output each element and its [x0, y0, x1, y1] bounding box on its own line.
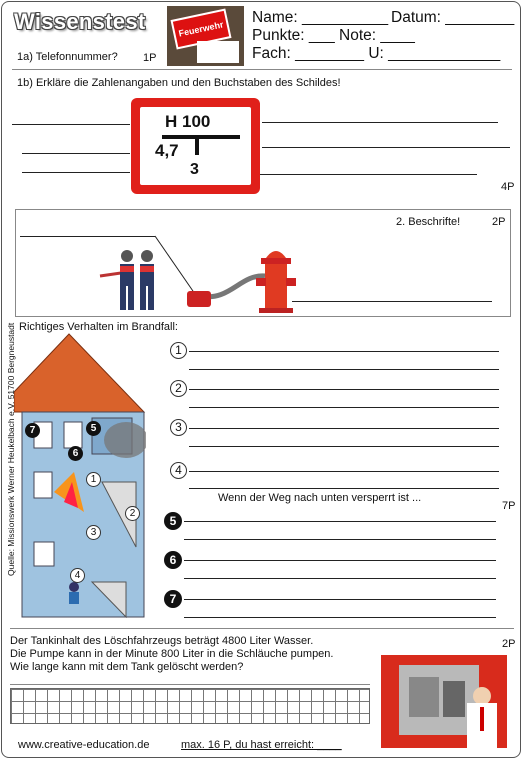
- answer-number-4: 4: [170, 462, 187, 479]
- answer-line: [184, 617, 496, 618]
- answer-line: [189, 428, 499, 429]
- firefighters-pump-illustration: [80, 234, 300, 314]
- answer-line: [189, 389, 499, 390]
- task-1a-points: 1P: [143, 52, 157, 64]
- answer-line: [22, 172, 130, 173]
- answer-number-6: 6: [164, 551, 182, 569]
- divider: [10, 684, 370, 685]
- fire-truck-photo: [381, 655, 507, 748]
- image-label-1: 1: [86, 472, 101, 487]
- image-source-credit: Quelle: Missionswerk Werner Heukelbach e.V. 51700 Bergneustadt: [6, 322, 16, 576]
- answer-number-5: 5: [164, 512, 182, 530]
- answer-number-7: 7: [164, 590, 182, 608]
- answer-line: [184, 521, 496, 522]
- divider: [12, 69, 512, 70]
- answer-line: [22, 153, 130, 154]
- answer-line: [184, 599, 496, 600]
- punkte-note-field[interactable]: Punkte: ___ Note: ____: [252, 27, 415, 44]
- answer-number-2: 2: [170, 380, 187, 397]
- image-label-3: 3: [86, 525, 101, 540]
- answer-line: [184, 578, 496, 579]
- answer-line: [189, 471, 499, 472]
- task-2-text: 2. Beschrifte!: [396, 216, 461, 228]
- sign-top-value: H 100: [165, 112, 211, 131]
- footer-url[interactable]: www.creative-education.de: [18, 739, 150, 751]
- answer-number-3: 3: [170, 419, 187, 436]
- divider: [10, 628, 514, 629]
- image-label-7: 7: [25, 423, 40, 438]
- answer-line: [189, 488, 499, 489]
- hydrant-sign: [131, 98, 260, 194]
- task-3-heading: Richtiges Verhalten im Brandfall:: [19, 321, 178, 333]
- answer-line: [262, 122, 498, 123]
- answer-line: [189, 446, 499, 447]
- answer-number-1: 1: [170, 342, 187, 359]
- feuerwehr-sign-photo: [167, 6, 244, 66]
- sign-left-value: 4,7: [155, 141, 179, 160]
- task-2-points: 2P: [492, 216, 506, 228]
- footer-total-score: max. 16 P, du hast erreicht: ____: [181, 739, 342, 751]
- answer-line: [189, 369, 499, 370]
- task-1b-points: 4P: [501, 181, 515, 193]
- image-label-6: 6: [68, 446, 83, 461]
- fach-u-field[interactable]: Fach: ________ U: _____________: [252, 45, 501, 62]
- answer-line: [184, 560, 496, 561]
- task-1b-text: 1b) Erkläre die Zahlenangaben und den Buchstaben des Schildes!: [17, 77, 341, 89]
- task-1a-text: 1a) Telefonnummer?: [17, 51, 118, 63]
- task-4-line-3: Wie lange kann mit dem Tank gelöscht werden?: [10, 661, 244, 673]
- sign-label: Feuerwehr: [170, 9, 231, 50]
- answer-line: [189, 407, 499, 408]
- answer-line: [12, 124, 130, 125]
- name-field[interactable]: Name: __________: [252, 9, 389, 26]
- worksheet-title: Wissenstest: [14, 9, 146, 34]
- task-4-line-2: Die Pumpe kann in der Minute 800 Liter in die Schläuche pumpen.: [10, 648, 334, 660]
- task-3-points: 7P: [502, 500, 516, 512]
- answer-line: [184, 539, 496, 540]
- image-label-5: 5: [86, 421, 101, 436]
- sign-bottom-value: 3: [190, 161, 199, 178]
- answer-line: [189, 351, 499, 352]
- calculation-grid[interactable]: [10, 688, 370, 724]
- answer-line: [262, 147, 510, 148]
- image-label-2: 2: [125, 506, 140, 521]
- answer-line: [292, 301, 492, 302]
- task-4-line-1: Der Tankinhalt des Löschfahrzeugs beträgt 4800 Liter Wasser.: [10, 635, 314, 647]
- task-4-points: 2P: [502, 638, 516, 650]
- datum-field[interactable]: Datum: ________: [391, 9, 515, 26]
- blocked-path-text: Wenn der Weg nach unten versperrt ist ...: [218, 492, 422, 504]
- image-label-4: 4: [70, 568, 85, 583]
